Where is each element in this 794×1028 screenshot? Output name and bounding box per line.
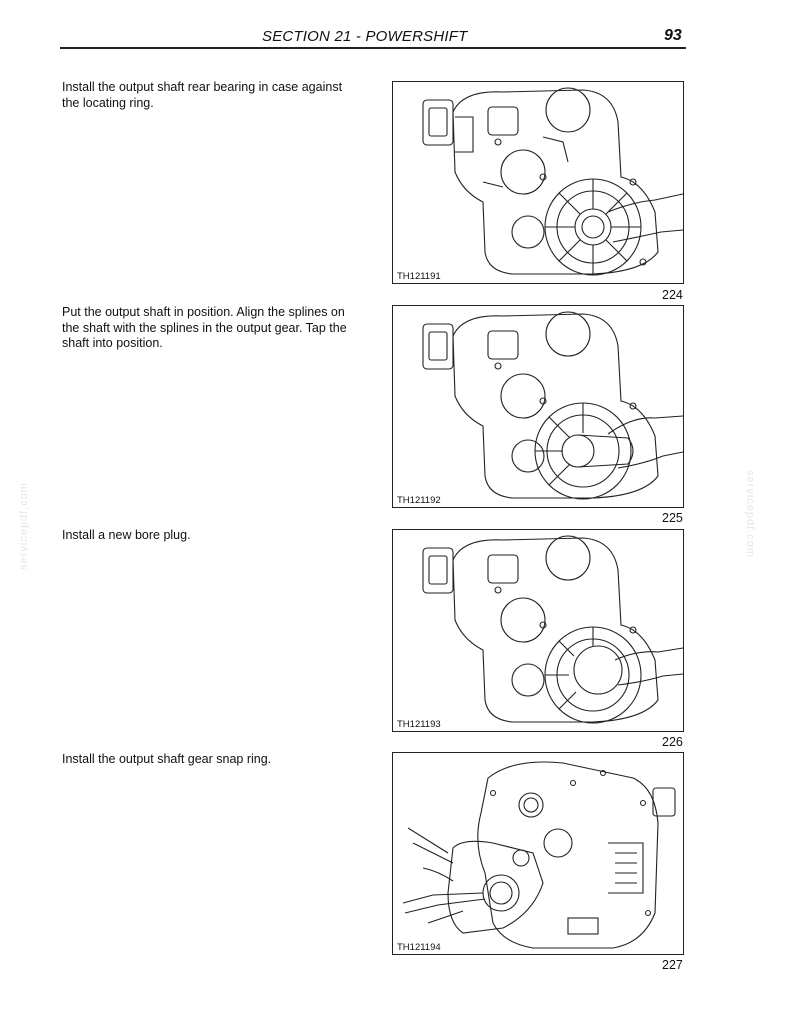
figure-225 (392, 305, 684, 508)
step-1-text: Install the output shaft rear bearing in case against the locating ring. (62, 80, 343, 110)
snap-ring-installation-illustration (393, 753, 684, 955)
figure-code: TH121192 (397, 495, 441, 506)
figure-226 (392, 529, 684, 732)
figure-code: TH121193 (397, 719, 441, 730)
output-shaft-installation-illustration (393, 306, 684, 508)
figure-code: TH121194 (397, 942, 441, 953)
watermark-left: servicepdf.com (18, 482, 30, 570)
figure-code: TH121191 (397, 271, 441, 282)
step-4-text: Install the output shaft gear snap ring. (62, 752, 272, 766)
figure-number: 224 (662, 288, 683, 302)
watermark-right: servicepdf.com (744, 470, 756, 558)
figure-224 (392, 81, 684, 284)
transmission-case-bearing-illustration (393, 82, 684, 284)
bore-plug-installation-illustration (393, 530, 684, 732)
figure-number: 227 (662, 958, 683, 972)
figure-number: 226 (662, 735, 683, 749)
header-rule (60, 47, 686, 49)
section-title: SECTION 21 - POWERSHIFT (262, 28, 468, 45)
page-number: 93 (664, 27, 682, 44)
figure-number: 225 (662, 511, 683, 525)
step-3-text: Install a new bore plug. (62, 528, 191, 542)
figure-227 (392, 752, 684, 955)
step-2-text: Put the output shaft in position. Align the splines on the shaft with the splines in the output gear. Tap the shaft into position. (62, 305, 347, 350)
